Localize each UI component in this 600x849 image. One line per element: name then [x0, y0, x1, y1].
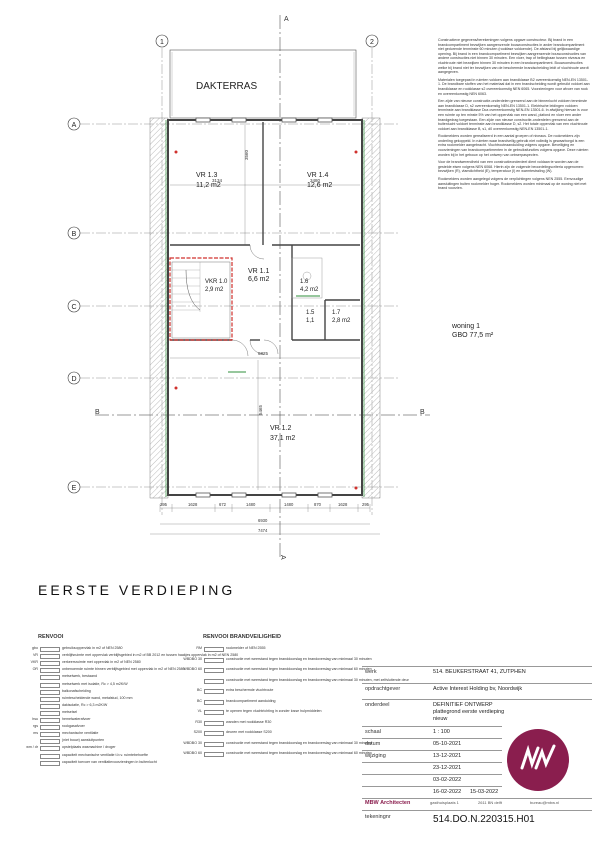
room-16-name: 1.6: [300, 279, 309, 285]
renvooi-bv-row-text: constructie met weerstand tegen branddoorslag en brandoverslag van minimaal 30 minuten: [226, 656, 372, 661]
renvooi-bv-row-text: constructie met weerstand tegen branddoorslag en brandoverslag van minimaal 60 minuten: [226, 667, 372, 671]
renvooi-row-swatch: [40, 732, 60, 737]
tb-wijziging-4: 16-02-2022: [433, 789, 462, 795]
renvooi-row-code: hsu: [32, 717, 38, 721]
renvooi-row-text: capaciteit mechanische ventilatie t.b.v. ruimtebehoefte: [62, 752, 149, 757]
tb-wijziging-1: 13-12-2021: [433, 753, 462, 759]
grid-col-2: 2: [370, 39, 374, 46]
renvooi-bv-row-text: constructie met weerstand tegen branddoorslag en brandoverslag van minimaal 30 minuten, met zelfsluitende deur: [226, 677, 409, 682]
renvooi-row-text: capaciteit toevoer van ventilatievoorzieningen in buitenlucht: [62, 759, 157, 764]
tb-onderdeel-1: DEFINITIEF ONTWERP: [433, 702, 493, 708]
section-mark-a-top: A: [284, 16, 289, 23]
renvooi-row-text: verkeersruimte met oppervlak in m2 of NEN 2580: [62, 660, 141, 665]
renvooi-row-swatch: [40, 654, 60, 659]
dim-b-6930: 6930: [258, 518, 268, 523]
tb-schaal-label: schaal: [365, 729, 381, 735]
tb-opdracht-label: opdrachtgever: [365, 686, 401, 692]
renvooi-row-swatch: [40, 754, 60, 759]
section-mark-a-bottom: A: [279, 555, 286, 560]
grid-row-e: E: [71, 485, 77, 492]
room-vr13-name: VR 1.3: [196, 172, 218, 179]
room-17-area: 2,8 m2: [332, 318, 351, 324]
room-17-name: 1.7: [332, 310, 341, 316]
renvooi-bv-row-code: BC: [197, 688, 202, 692]
renvooi-bv-block: [203, 634, 281, 640]
stair-enclosure: [170, 258, 232, 340]
room-vr11-name: VR 1.1: [248, 268, 270, 275]
grid-row-b: B: [71, 231, 77, 238]
renvooi-row-swatch: [40, 647, 60, 652]
renvooi-bv-row-swatch: [204, 668, 224, 673]
party-wall-left: [150, 118, 168, 498]
renvooi-row-code: VR: [33, 653, 38, 658]
renvooi-row-text: (niet bouw) aansluitpunten: [62, 738, 105, 743]
dim-5465: 5465: [258, 404, 263, 415]
renvooi-row-swatch: [40, 725, 60, 730]
tb-email: bureau@mbw.nl: [530, 800, 559, 805]
dakterras-label: DAKTERRAS: [196, 81, 258, 92]
drawing-title: EERSTE VERDIEPING: [38, 582, 236, 598]
renvooi-bv-row-code: R30: [195, 719, 202, 724]
dim-b-1480b: 1480: [284, 502, 294, 507]
note-1: Constructieve gegevens/berekeningen volgens opgave constructeur. Bij brand in een brandcompartiment bezwijken aangrenzende bouwconstructies in ander brandcompartiment niet gedurende tenminste 60 minuten (rookfase voldoende). De afstand bij gelijkwaardige opening. Bij brand in een brandcompartiment bezwijken aangrenzende bouwconstructies van andere constructies niet binnen 30 minuten. Een vloer, trap of hellingbaan tussen niveaus en vluchtroute niet bezwijken binnen 30 minuten in een brandcompartiment. Bouwconstructies welke bij brand niet ter bezwijken van de beschermde brandscheiding leidt of vluchtroute wordt aangegeven.: [438, 38, 589, 75]
renvooi-bv-row-text: wanden met rookklasse R30: [226, 719, 272, 724]
renvooi-bv-row-code: RM: [196, 646, 202, 650]
renvooi-row-text: metselwerk met isolatie, Rc > 4,5 m2K/W: [62, 681, 128, 686]
renvooi-row-code: ms: [33, 731, 38, 736]
renvooi-row-swatch: [40, 761, 60, 766]
party-wall-right: [362, 118, 380, 498]
dim-b-1480: 1480: [246, 502, 256, 507]
renvooi-bv-row-text: te openen tegen vluchtrichting in zonder losse hulpmiddelen: [226, 709, 322, 713]
renvooi-row-swatch: [40, 746, 60, 751]
renvooi-heading: RENVOOI: [38, 634, 64, 640]
room-vr14-name: VR 1.4: [307, 172, 329, 179]
renvooi-bv-row-text: constructie met weerstand tegen branddoorslag en brandoverslag van minimaal 30 minuten: [226, 740, 372, 745]
section-mark-b-right: B: [420, 409, 425, 416]
renvooi-bv-row-code: WBDBO 60: [183, 667, 202, 671]
renvooi-row-code: wm / dr: [26, 745, 38, 750]
renvooi-bv-row-text: rookmelder of NEN 2555: [226, 646, 266, 650]
renvooi-bv-row-code: BC: [197, 698, 202, 703]
dim-3480: 3480: [310, 178, 321, 183]
tb-address: gasthuisplaats 1: [430, 800, 459, 805]
renvooi-bv-row-code: S200: [193, 730, 202, 734]
section-mark-b-left: B: [95, 409, 100, 416]
woning-name: woning 1: [452, 323, 481, 330]
renvooi-row-text: mechanische ventilatie: [62, 731, 99, 736]
renvooi-bv-row-code: WBDBO 60: [183, 751, 202, 755]
renvooi-row-swatch: [40, 683, 60, 688]
renvooi-row-swatch: [40, 690, 60, 695]
renvooi-bv-row-swatch: [204, 721, 224, 726]
renvooi-bv-row-swatch: [204, 689, 224, 694]
dim-b-1628b: 1628: [338, 502, 348, 507]
tb-werk: 514. BEUKERSTRAAT 41, ZUTPHEN: [433, 669, 526, 675]
renvooi-row-text: hemelwaterafvoer: [62, 717, 91, 721]
renvooi-row-swatch: [40, 661, 60, 666]
renvooi-row-code: rgs: [33, 724, 38, 729]
renvooi-bv-row-text: constructie met weerstand tegen branddoorslag en brandoverslag van minimaal 60 minuten: [226, 751, 372, 755]
grid-row-a: A: [71, 122, 77, 129]
renvooi-bv-row-swatch: [204, 700, 224, 705]
renvooi-row-text: gebruiksoppervlak in m2 of NEN 2580: [62, 646, 123, 650]
tb-onderdeel-2: plattegrond eerste verdieping: [433, 709, 505, 715]
renvooi-row-swatch: [40, 739, 60, 744]
renvooi-row-text: opstelplaats wasmachine / droger: [62, 745, 116, 750]
dim-b-295a: 295: [160, 502, 167, 507]
renvooi-row-text: metselwerk, bestaand: [62, 674, 97, 679]
room-15-name: 1.5: [306, 310, 315, 316]
renvooi-bv-row-swatch: [204, 658, 224, 663]
room-vkr10-area: 2,9 m2: [205, 287, 224, 293]
renvooi-bv-heading: RENVOOI BRANDVEILIGHEID: [203, 634, 281, 640]
tb-nr-label: tekeningnr: [365, 814, 391, 820]
renvooi-row-code: VKR: [30, 660, 38, 665]
dim-b-1628a: 1628: [188, 502, 198, 507]
room-16-area: 4,2 m2: [300, 287, 319, 293]
renvooi-row-text: dakisolatie, Rc > 6,3 m2K/W: [62, 702, 108, 707]
renvooi-row-text: metselsel: [62, 709, 78, 714]
grid-row-d: D: [71, 376, 77, 383]
dim-b-295b: 295: [362, 502, 369, 507]
renvooi-bv-row-swatch: [204, 647, 224, 652]
room-vkr10-name: VKR 1.0: [205, 279, 228, 285]
tb-office: MBW Architecten: [365, 800, 411, 806]
note-5: Voor de brandwerendheid van een constructieonderdeel dient voldaan te worden aan de gestelde eisen volgens NEN 6068. Hierin zijn de volgende beoordelingscriteria opgenomen: bezwijken (R), vlamdichtheid (E), temperatuur (I) en warmtestraling (W).: [438, 160, 584, 174]
renvooi-row-text: balkonafscheiding: [62, 688, 91, 693]
note-2: Materialen toegepast in ruimten voldoen aan brandklasse B2 overeenkomstig NEN-EN 13501-1. De brandbare stoffen van het materiaal dat in een brandscheiding wordt gebruikt voldoet aan brandklasse en rookklasse s2 overeenkomstig NEN 6065. Voorzieningen voor afvoer van rook en overeenkomstig NEN 6063.: [438, 77, 590, 96]
woning-label: [452, 322, 493, 340]
dim-b-7474: 7474: [258, 528, 268, 533]
room-15-area: 1,1: [306, 318, 315, 324]
renvooi-bv-row-code: WBDBO 30: [183, 656, 202, 661]
renvooi-row-text: ruimtescheidende wand, metalstud, 100 mm: [62, 695, 133, 700]
dim-3134: 3134: [212, 178, 223, 183]
renvooi-bv-row-text: deuren met rookklasse S200: [226, 730, 272, 734]
room-vr14-area: 12,6 m2: [307, 182, 333, 189]
renvooi-block: [38, 634, 63, 640]
renvooi-row-swatch: [40, 711, 60, 716]
note-4: Rookmelders worden gerealiseerd in een aantal groepen of niveaus. De rookmelders zijn onderling gekoppeld. In ruimten waar brandveilig gebruik niet volledig is gewaarborgd is een extra rookmelder aangebracht. Vluchtrouteaanduiding volgens opgave. Beveiliging en voorzieningen van brandcompartimenten in de gebruiksfuncties volgens opgave. Deze ruimten worden bij in het gebouw op het ontwerp van ontwerpaspecten.: [438, 134, 589, 157]
tb-onderdeel-3: nieuw: [433, 716, 448, 722]
room-vr13-area: 11,2 m2: [196, 182, 221, 189]
room-vr12-name: VR 1.2: [270, 425, 292, 432]
tb-datum-label: datum: [365, 741, 381, 747]
tb-wijziging-5: 15-03-2022: [470, 789, 499, 795]
dim-b-672: 672: [219, 502, 226, 507]
dim-3560: 3560: [244, 149, 249, 160]
renvooi-row-swatch: [40, 697, 60, 702]
dim-6825: 6825: [258, 351, 269, 356]
note-6: Rookmelders worden aangelegd volgens de verplichtingen volgens NEN 2555. Eenvoudige aansluitingen buiten rookmelder hoger. Rookmelders worden minimaal op de woning niet met brand voorzien.: [438, 177, 587, 191]
renvooi-row-swatch: [40, 675, 60, 680]
renvooi-bv-row-swatch: [204, 752, 224, 757]
renvooi-bv-row-code: WBDBO 30: [183, 740, 202, 745]
renvooi-row-text: onbenoemde ruimte binnen verblijfsgebied met oppervlak in m2 of NEN 2580: [62, 667, 185, 672]
grid-row-c: C: [71, 304, 77, 311]
renvooi-row-code: gbo: [32, 646, 38, 650]
tb-opdracht: Active Interest Holding bv, Noordwijk: [433, 686, 523, 692]
renvooi-bv-row-text: extra beschermde vluchtroute: [226, 688, 274, 692]
tb-datum: 05-10-2021: [433, 741, 462, 747]
renvooi-bv-row-code: VL: [197, 709, 202, 713]
tb-drawing-number: 514.DO.N.220315.H01: [433, 814, 535, 825]
room-vr11-area: 6,6 m2: [248, 276, 270, 283]
renvooi-bv-row-swatch: [204, 731, 224, 736]
renvooi-bv-row-text: brandcompartiment aanduiding: [226, 698, 276, 703]
renvooi-row-swatch: [40, 718, 60, 723]
renvooi-row-code: OR: [32, 667, 38, 672]
tb-werk-label: werk: [365, 669, 377, 675]
renvooi-bv-row-swatch: [204, 742, 224, 747]
tb-city: 2611 BN delft: [478, 800, 502, 805]
renvooi-row-swatch: [40, 668, 60, 673]
woning-gbo: GBO 77,5 m²: [452, 332, 494, 339]
grid-col-1: 1: [160, 39, 164, 46]
mbw-logo: [506, 728, 570, 792]
renvooi-row-text: verblijfsruimte met oppervlak verblijfsgebied in m2 of BB 2012 en tussen haakjes oppervlak in m2 of NEN 2580: [62, 653, 239, 658]
tb-schaal: 1 : 100: [433, 729, 450, 735]
construction-notes: [438, 38, 590, 194]
tb-wijziging-label: wijziging: [365, 753, 386, 759]
renvooi-bv-row-swatch: [204, 679, 224, 684]
tb-wijziging-2: 23-12-2021: [433, 765, 462, 771]
renvooi-row-swatch: [40, 704, 60, 709]
note-3: Een zijde van nieuwe constructie-onderdelen grenzend aan de binnenlucht voldoen tenminste aan brandklasse D, s2 overeenkomstig NEN-EN 13501-1. Elektrische leidingen voldoen tenminste aan brandklasse Dca overeenkomstig NEN-EN 13501-6. In afwijking hiervan is voor een ruimte op ten minste 5% van het oppervlak van een wand, plafond en vloer een ander brandgedrag toegestaan. Een zijde van nieuwe constructie-onderdelen grenzend aan de buitenlucht voldoet tenminste aan brandklasse D, s2. Het totale oppervlak van een vluchtroute voldoet aan brandklasse B, s1, d0 overeenkomstig NEN-EN 13501-1.: [438, 99, 588, 131]
tb-onderdeel-label: onderdeel: [365, 702, 390, 708]
tb-wijziging-3: 03-02-2022: [433, 777, 462, 783]
dim-b-870: 870: [314, 502, 321, 507]
renvooi-row-text: rookgasafvoer: [62, 724, 85, 729]
room-vr12-area: 37,1 m2: [270, 435, 296, 442]
renvooi-bv-row-swatch: [204, 710, 224, 715]
